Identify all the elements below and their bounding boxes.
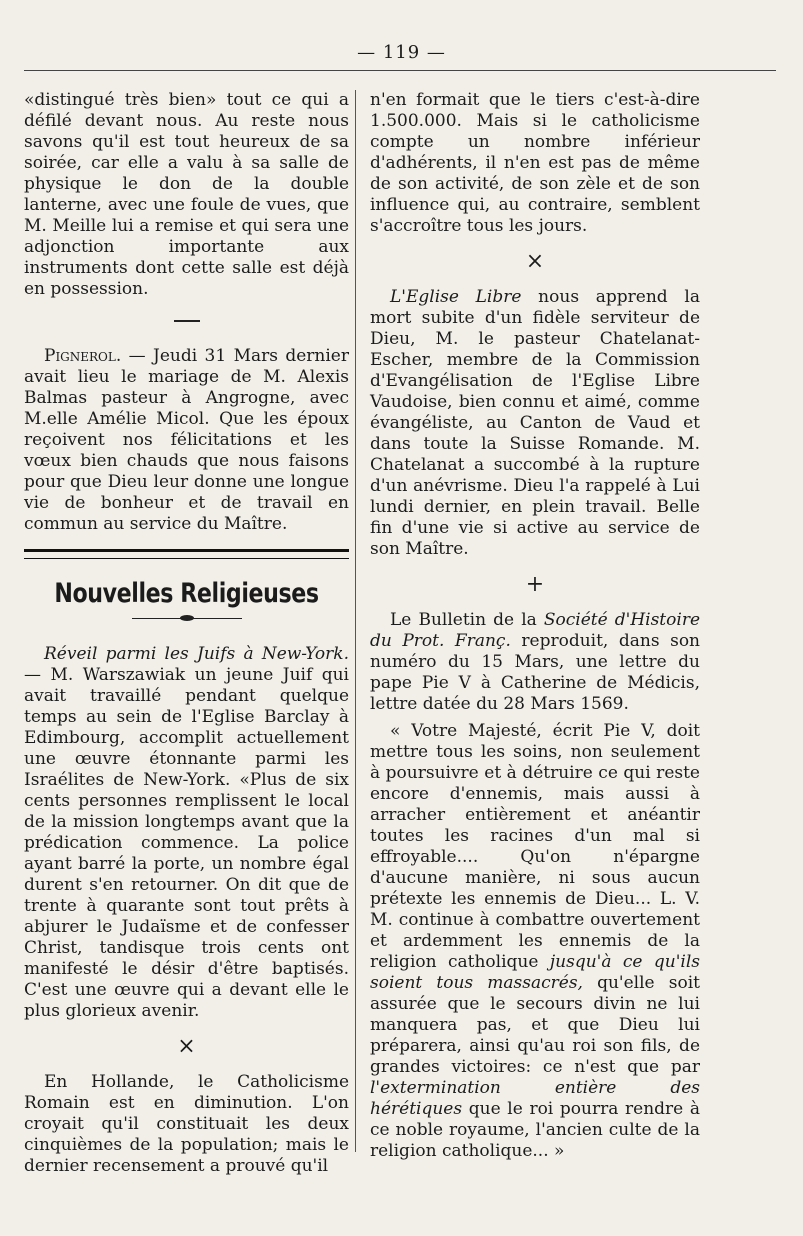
- reveil-title: Réveil parmi les Juifs à New-York.: [44, 644, 349, 664]
- cross-separator: ×: [525, 249, 545, 274]
- page-number: — 119 —: [357, 42, 446, 63]
- quote-emphasis-2: l'extermination entière des hérétiques: [370, 1078, 700, 1119]
- section-title: Nouvelles Religieuses: [54, 578, 319, 609]
- eglise-text: nous apprend la mort subite d'un fidèle serviteur de Dieu, M. le pasteur Chatelanat-Escher, membre de la Commission d'Evangélisation de l'Eglise Libre Vaudoise, bien connu et aimé, comme évangéliste, au Canton de Vaud et dans toute la Suisse Romande. M. Chatelanat a succombé à la rupture d'un anévrisme. Dieu l'a rappelé à Lui lundi dernier, en plein travail. Belle fin d'une vie si active au service de son Maître.: [370, 287, 700, 559]
- intro-paragraph: «distingué très bien» tout ce qui a défilé devant nous. Au reste nous savons qu'il est tout heureux de sa soirée, car elle a valu à sa salle de physique le don de la double lanterne, avec une foule de vues, que M. Meille lui a remise et qui sera une adjonction importante aux instruments dont cette salle est déjà en possession.: [24, 90, 349, 299]
- section-rule: [24, 549, 349, 559]
- pignerol-paragraph: [24, 346, 349, 535]
- hollande-paragraph: En Hollande, le Catholicisme Romain est en diminution. L'on croyait qu'il constituait les deux cinquièmes de la population; mais le dernier recensement a prouvé qu'il: [24, 1072, 349, 1176]
- quote-paragraph: [370, 721, 700, 1162]
- quote-text-c: qu'elle soit assurée que le secours divin ne lui manquera pas, et que Dieu lui préparera, ainsi qu'au roi son fils, de grandes victoires: ce n'est que par: [370, 973, 700, 1077]
- bulletin-text-c: reproduit, dans son numéro du 15 Mars, une lettre du pape Pie V à Catherine de Médicis, lettre datée du 28 Mars 1569.: [370, 631, 701, 714]
- quote-text-a: « Votre Majesté, écrit Pie V, doit mettre tous les soins, non seulement à poursuivre et à détruire ce qui reste encore d'ennemis, mais aussi à arracher entièrement et anéantir toutes les racines d'un mal si effroyable.... Qu'on n'épargne d'aucune manière, ni sous aucun prétexte les ennemis de Dieu... L. V. M. continue à combattre ouvertement et ardemment les ennemis de la religion catholique: [370, 721, 700, 972]
- eglise-paragraph: [370, 287, 700, 560]
- reveil-text: — M. Warszawiak un jeune Juif qui avait travaillé pendant quelque temps au sein de l'Eglise Barclay à Edimbourg, accomplit actuellement une œuvre étonnante parmi les Israélites de New-York. «Plus de six cents personnes remplissent le local de la mission longtemps avant que la prédication commence. La police ayant barré la porte, un nombre égal durent s'en retourner. On dit que de trente à quarante sont tout prêts à abjurer le Judaïsme et de confesser Christ, tandisque trois cents ont manifesté le désir d'être baptisés. C'est une œuvre qui a devant elle le plus glorieux avenir.: [24, 665, 349, 1021]
- ornament-divider: [132, 614, 242, 622]
- bulletin-paragraph: [370, 610, 700, 715]
- bulletin-society: Société d'Histoire du Prot. Franç.: [370, 610, 700, 651]
- quote-text-e: que le roi pourra rendre à ce noble royaume, l'ancien culte de la religion catholique... »: [370, 1099, 700, 1161]
- cross-separator: ×: [177, 1034, 196, 1059]
- pignerol-text: — Jeudi 31 Mars dernier avait lieu le mariage de M. Alexis Balmas pasteur à Angrogne, avec M.elle Amélie Micol. Que les époux reçoivent nos félicitations et les vœux bien chauds que nous faisons pour que Dieu leur donne une longue vie de bonheur et de travail en commun au service du Maître.: [24, 346, 349, 534]
- pignerol-label: Pignerol.: [44, 346, 122, 366]
- continuation-paragraph: n'en formait que le tiers c'est-à-dire 1.500.000. Mais si le catholicisme compte un nombre inférieur d'adhérents, il n'en est pas de même de son activité, de son zèle et de son influence qui, au contraire, semblent s'accroître tous les jours.: [370, 90, 700, 236]
- dash-separator: [174, 320, 200, 322]
- column-divider: [355, 90, 356, 1152]
- left-column: [24, 90, 349, 1177]
- eglise-title: L'Eglise Libre: [390, 287, 522, 307]
- right-column: [370, 90, 700, 1162]
- reveil-paragraph: [24, 644, 349, 1022]
- bulletin-text-a: Le Bulletin de la: [390, 610, 544, 630]
- plus-separator: +: [525, 572, 545, 597]
- header-rule: [24, 70, 776, 71]
- quote-emphasis-1: jusqu'à ce qu'ils soient tous massacrés,: [370, 952, 701, 993]
